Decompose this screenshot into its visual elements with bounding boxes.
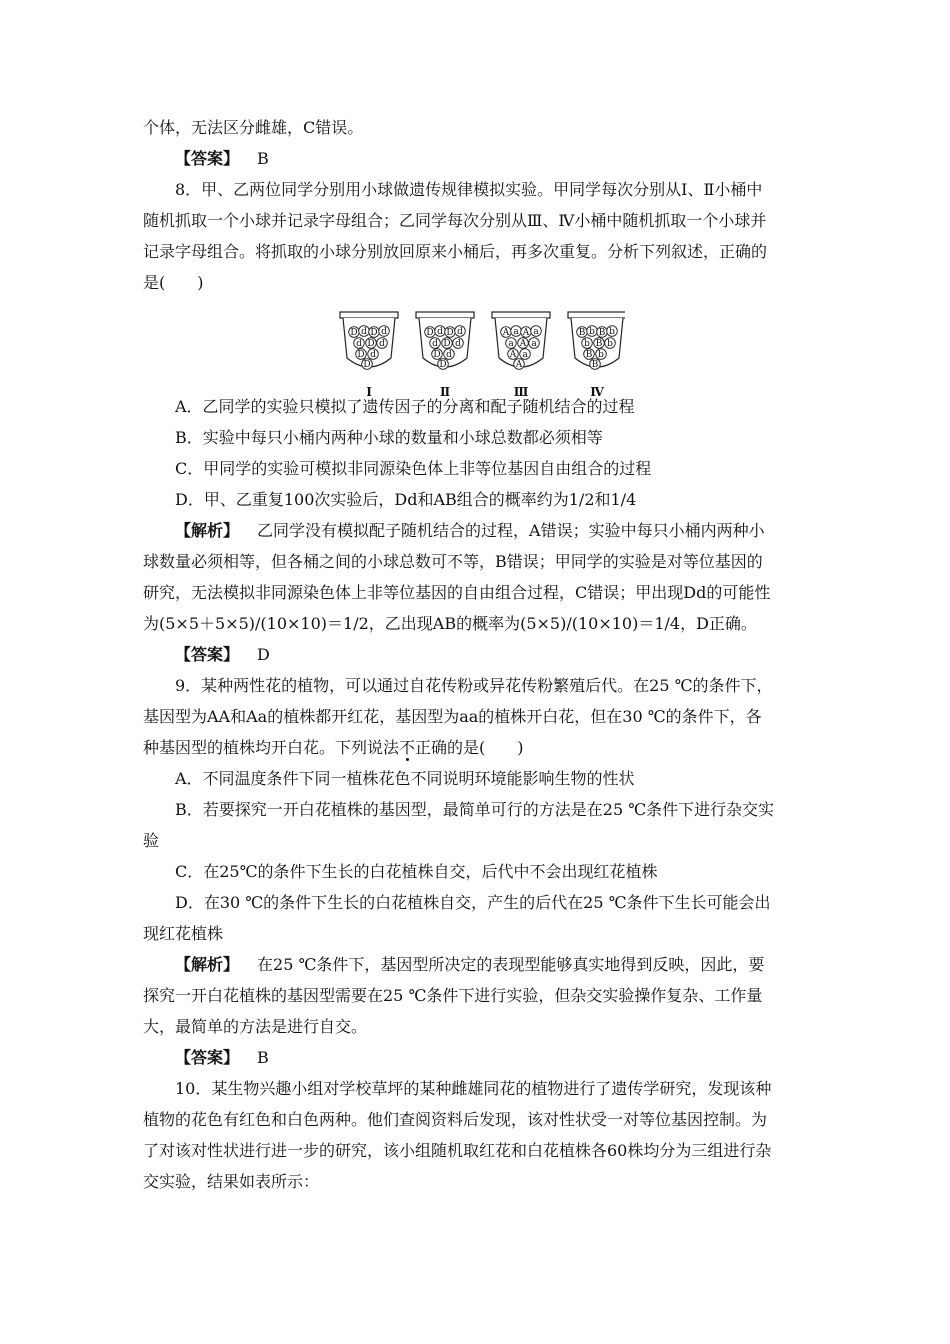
answer-line: [143, 1042, 809, 1073]
ball-label: B: [578, 328, 586, 339]
bucket-rim: [492, 312, 550, 318]
ball-label: a: [513, 327, 519, 338]
ball-label: D: [350, 328, 358, 339]
text: 验: [143, 831, 160, 850]
text: 记录字母组合。将抓取的小球分别放回原来小桶后，再多次重复。分析下列叙述，正确的: [143, 242, 768, 261]
question-9-line: [143, 701, 809, 732]
bucket-1: [340, 312, 398, 399]
ball-label: B: [585, 350, 593, 361]
bucket-label: Ⅰ: [366, 385, 372, 399]
ball-label: a: [522, 350, 528, 361]
ball-label: D: [370, 328, 378, 339]
explanation-line: [143, 515, 809, 546]
question-9-line: [143, 670, 809, 701]
answer-tag: 【答案】: [175, 149, 240, 168]
text: 基因型为AA和Aa的植株都开红花，基因型为aa的植株开白花，但在30 ℃的条件下，各: [143, 707, 762, 726]
answer-line: [143, 143, 809, 174]
ball-label: d: [437, 327, 443, 338]
ball-label: D: [439, 360, 447, 371]
explanation-line: [143, 980, 809, 1011]
ball-label: d: [457, 327, 463, 338]
text: A．乙同学的实验只模拟了遗传因子的分离和配子随机结合的过程: [175, 397, 635, 416]
text: 是( ): [143, 273, 204, 292]
ball-label: A: [509, 350, 517, 361]
text: 个体，无法区分雌雄，C错误。: [143, 118, 364, 137]
text: 球数量必须相等，但各桶之间的小球总数可不等，B错误；甲同学的实验是对等位基因的: [143, 552, 763, 571]
question-10-line: [143, 1166, 809, 1197]
question-8-line: [143, 174, 809, 205]
ball-label: d: [370, 350, 376, 361]
answer-tag: 【答案】: [175, 1048, 240, 1067]
ball-label: A: [502, 328, 510, 339]
text: 了对该对性状进行进一步的研究，该小组随机取红花和白花植株各60株均分为三组进行杂: [143, 1141, 772, 1160]
text: 交实验，结果如表所示：: [143, 1172, 320, 1191]
ball-label: b: [609, 327, 615, 338]
ball-label: D: [433, 350, 441, 361]
bucket-3: [492, 312, 550, 399]
option-d: [143, 887, 809, 918]
text: 随机抓取一个小球并记录字母组合；乙同学每次分别从Ⅲ、Ⅳ小桶中随机抓取一个小球并: [143, 211, 767, 230]
text: 大，最简单的方法是进行自交。: [143, 1017, 368, 1036]
bucket-2: [416, 312, 474, 399]
ball-label: d: [356, 339, 362, 350]
ball-label: d: [381, 327, 387, 338]
option-d-continued: [143, 918, 809, 949]
ball-label: b: [607, 339, 613, 350]
document-page: [143, 112, 809, 1197]
explanation-line: [143, 949, 809, 980]
ball-label: D: [357, 350, 365, 361]
bucket-diagram: [335, 310, 625, 400]
ball-label: D: [367, 339, 375, 350]
bucket-label: Ⅲ: [513, 385, 529, 399]
bucket-rim: [340, 312, 398, 318]
option-b-continued: [143, 825, 809, 856]
option-b: [143, 422, 809, 453]
bucket-label: Ⅱ: [439, 385, 451, 399]
answer-tag: 【答案】: [175, 645, 240, 664]
text: D．在30 ℃的条件下生长的白花植株自交，产生的后代在25 ℃条件下生长可能会出: [175, 893, 771, 912]
question-8-line: [143, 205, 809, 236]
text: 植物的花色有红色和白色两种。他们查阅资料后发现，该对性状受一对等位基因控制。为: [143, 1110, 768, 1129]
question-8-line: [143, 236, 809, 267]
bucket-4: [568, 312, 625, 399]
explanation-line: [143, 546, 809, 577]
answer-value: B: [257, 149, 269, 168]
ball-label: A: [515, 360, 523, 371]
ball-label: D: [443, 339, 451, 350]
ball-label: D: [363, 360, 371, 371]
option-c: [143, 856, 809, 887]
text: 10．某生物兴趣小组对学校草坪的某种雌雄同花的植物进行了遗传学研究，发现该种: [175, 1079, 772, 1098]
ball-label: B: [598, 328, 606, 339]
explanation-tag: 【解析】: [175, 521, 240, 540]
ball-label: d: [432, 339, 438, 350]
question-10-line: [143, 1104, 809, 1135]
ball-label: b: [598, 350, 604, 361]
text: 研究，无法模拟非同源染色体上非等位基因的自由组合过程，C错误；甲出现Dd的可能性: [143, 583, 771, 602]
text: A．不同温度条件下同一植株花色不同说明环境能影响生物的性状: [175, 769, 635, 788]
question-8-line: [143, 267, 809, 298]
text: B．若要探究一开白花植株的基因型，最简单可行的方法是在25 ℃条件下进行杂交实: [175, 800, 775, 819]
ball-label: A: [522, 328, 530, 339]
answer-line: [143, 639, 809, 670]
option-c: [143, 453, 809, 484]
text: 种基因型的植株均开白花。下列说法: [143, 738, 400, 757]
ball-label: B: [595, 339, 603, 350]
text: 乙同学没有模拟配子随机结合的过程，A错误；实验中每只小桶内两种小: [257, 521, 765, 540]
question-9-line: [143, 732, 809, 763]
ball-label: D: [426, 328, 434, 339]
text: 现红花植株: [143, 924, 224, 943]
answer-value: B: [257, 1048, 269, 1067]
text: 8．甲、乙两位同学分别用小球做遗传规律模拟实验。甲同学每次分别从Ⅰ、Ⅱ小桶中: [175, 180, 763, 199]
text: 为(5×5＋5×5)/(10×10)＝1/2，乙出现AB的概率为(5×5)/(10×10)＝1/4，D正确。: [143, 614, 757, 633]
ball-label: a: [533, 327, 539, 338]
emphasis-dot-char: 不: [399, 738, 416, 757]
ball-label: d: [455, 339, 461, 350]
explanation-line: [143, 1011, 809, 1042]
ball-label: D: [446, 328, 454, 339]
ball-label: a: [531, 339, 537, 350]
text: C．在25℃的条件下生长的白花植株自交，后代中不会出现红花植株: [175, 862, 658, 881]
explanation-tag: 【解析】: [175, 955, 240, 974]
text: B．实验中每只小桶内两种小球的数量和小球总数都必须相等: [175, 428, 603, 447]
ball-label: b: [584, 339, 590, 350]
question-10-line: [143, 1073, 809, 1104]
ball-label: A: [519, 339, 527, 350]
ball-label: d: [361, 327, 367, 338]
text: 探究一开白花植株的基因型需要在25 ℃条件下进行实验，但杂交实验操作复杂、工作量: [143, 986, 763, 1005]
text: 在25 ℃条件下，基因型所决定的表现型能够真实地得到反映，因此，要: [257, 955, 765, 974]
option-a: [143, 763, 809, 794]
option-b: [143, 794, 809, 825]
ball-label: d: [446, 350, 452, 361]
explanation-line: [143, 608, 809, 639]
explanation-line: [143, 577, 809, 608]
text-line: [143, 112, 809, 143]
ball-label: a: [508, 339, 514, 350]
ball-label: B: [591, 360, 599, 371]
answer-value: D: [257, 645, 270, 664]
text: C．甲同学的实验可模拟非同源染色体上非等位基因自由组合的过程: [175, 459, 652, 478]
text: 正确的是( ): [415, 738, 524, 757]
bucket-label: Ⅳ: [590, 385, 604, 399]
question-10-line: [143, 1135, 809, 1166]
option-d: [143, 484, 809, 515]
bucket-rim: [568, 312, 625, 318]
ball-label: d: [379, 339, 385, 350]
ball-label: b: [589, 327, 595, 338]
bucket-rim: [416, 312, 474, 318]
bucket-figure: [335, 310, 625, 400]
text: 9．某种两性花的植物，可以通过自花传粉或异花传粉繁殖后代。在25 ℃的条件下，: [175, 676, 773, 695]
text: D．甲、乙重复100次实验后，Dd和AB组合的概率约为1/2和1/4: [175, 490, 637, 509]
